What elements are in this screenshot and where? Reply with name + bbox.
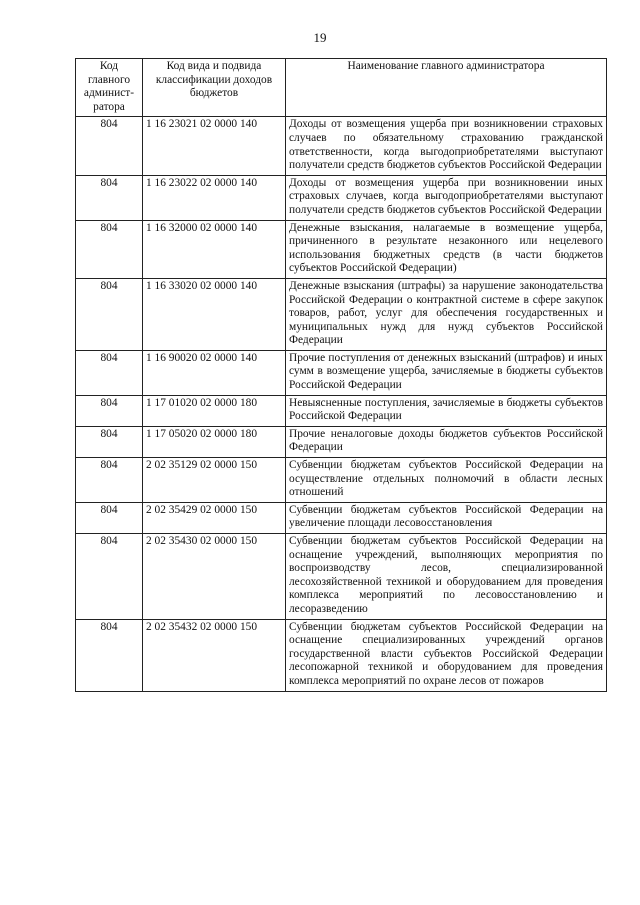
table-row (76, 278, 607, 350)
admin-code-cell: 804 (76, 534, 143, 620)
header-admin-code-line: главного (87, 73, 131, 86)
header-admin-code-line: админист- (83, 87, 135, 100)
admin-code-cell: 804 (76, 278, 143, 350)
header-income-code (143, 59, 286, 117)
admin-code-cell: 804 (76, 175, 143, 220)
admin-name-cell: Доходы от возмещения ущерба при возникновении иных страховых случаев, когда выгодоприобретателями выступают получатели средств бюджетов субъектов Российской Федерации (286, 175, 607, 220)
table-row (76, 619, 607, 691)
table-row (76, 534, 607, 620)
income-code-cell: 2 02 35430 02 0000 150 (143, 534, 286, 620)
income-code-cell: 1 16 90020 02 0000 140 (143, 350, 286, 395)
income-code-cell: 1 16 23022 02 0000 140 (143, 175, 286, 220)
admin-name-cell: Прочие поступления от денежных взысканий (штрафов) и иных сумм в возмещение ущерба, зачисляемые в бюджеты субъектов Российской Федерации (286, 350, 607, 395)
table-row (76, 350, 607, 395)
header-admin-code-line: Код (99, 60, 119, 72)
income-code-cell: 1 17 01020 02 0000 180 (143, 395, 286, 426)
page-number: 19 (313, 30, 327, 45)
table-row (76, 426, 607, 457)
income-code-cell: 2 02 35432 02 0000 150 (143, 619, 286, 691)
table-header-row (76, 59, 607, 117)
income-admin-table (75, 58, 607, 692)
admin-code-cell: 804 (76, 502, 143, 533)
admin-name-cell: Субвенции бюджетам субъектов Российской Федерации на оснащение специализированных учреждений органов государственной власти субъектов Российской Федерации лесопожарной техникой и оборудованием для проведения комплекса мероприятий по охране лесов от пожаров (286, 619, 607, 691)
admin-code-cell: 804 (76, 220, 143, 278)
income-code-cell: 1 16 32000 02 0000 140 (143, 220, 286, 278)
admin-code-cell: 804 (76, 619, 143, 691)
admin-code-cell: 804 (76, 458, 143, 503)
table-row (76, 395, 607, 426)
admin-name-cell: Невыясненные поступления, зачисляемые в бюджеты субъектов Российской Федерации (286, 395, 607, 426)
admin-name-cell: Субвенции бюджетам субъектов Российской Федерации на оснащение учреждений, выполняющих мероприятия по воспроизводству лесов, специализированной лесохозяйственной техникой и оборудованием для проведения комплекса мероприятий по лесовосстановлению и лесоразведению (286, 534, 607, 620)
table-row (76, 175, 607, 220)
table-row (76, 220, 607, 278)
income-code-cell: 1 16 33020 02 0000 140 (143, 278, 286, 350)
header-income-code-line: бюджетов (189, 87, 239, 100)
admin-code-cell: 804 (76, 117, 143, 175)
table-row (76, 117, 607, 175)
admin-name-cell: Денежные взыскания, налагаемые в возмещение ущерба, причиненного в результате незаконного или нецелевого использования бюджетных средств (в части бюджетов субъектов Российской Федерации) (286, 220, 607, 278)
income-code-cell: 1 16 23021 02 0000 140 (143, 117, 286, 175)
admin-code-cell: 804 (76, 395, 143, 426)
header-income-code-line: классификации доходов (155, 73, 273, 86)
header-admin-code (76, 59, 143, 117)
header-income-code-line: Код вида и подвида (166, 60, 262, 72)
table-row (76, 502, 607, 533)
income-code-cell: 1 17 05020 02 0000 180 (143, 426, 286, 457)
admin-name-cell: Доходы от возмещения ущерба при возникновении страховых случаев по обязательному страхованию гражданской ответственности, когда выгодоприобретателями выступают получатели средств бюджетов субъектов Российской Федерации (286, 117, 607, 175)
admin-code-cell: 804 (76, 350, 143, 395)
table-row (76, 458, 607, 503)
admin-name-cell: Субвенции бюджетам субъектов Российской Федерации на увеличение площади лесовосстановления (286, 502, 607, 533)
income-code-cell: 2 02 35429 02 0000 150 (143, 502, 286, 533)
admin-code-cell: 804 (76, 426, 143, 457)
admin-name-cell: Прочие неналоговые доходы бюджетов субъектов Российской Федерации (286, 426, 607, 457)
admin-name-cell: Субвенции бюджетам субъектов Российской Федерации на осуществление отдельных полномочий в области лесных отношений (286, 458, 607, 503)
header-admin-name: Наименование главного администратора (286, 59, 607, 117)
income-code-cell: 2 02 35129 02 0000 150 (143, 458, 286, 503)
admin-name-cell: Денежные взыскания (штрафы) за нарушение законодательства Российской Федерации о контрактной системе в сфере закупок товаров, работ, услуг для обеспечения государственных и муниципальных нужд для нужд субъектов Российской Федерации (286, 278, 607, 350)
header-admin-code-line: ратора (93, 100, 125, 113)
